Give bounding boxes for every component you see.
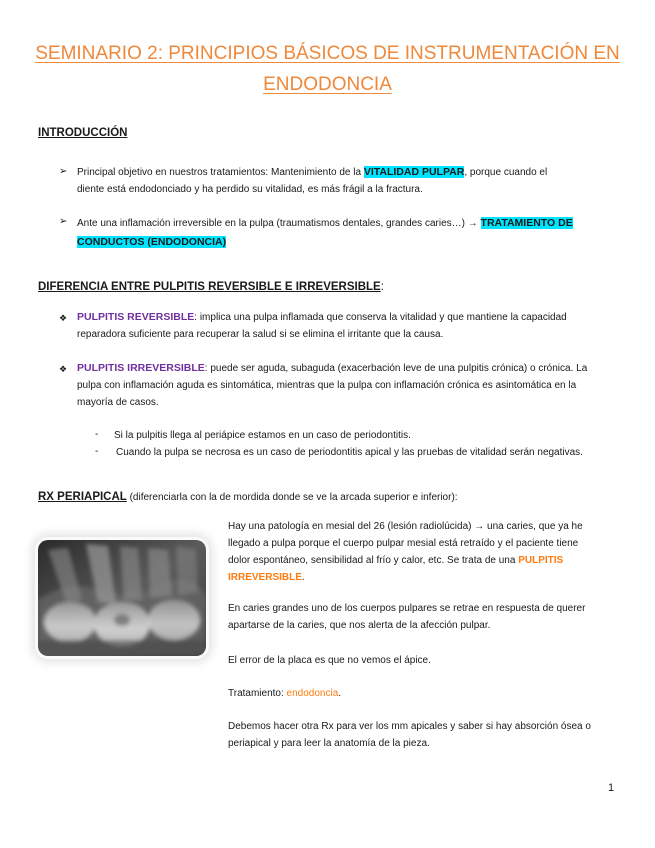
- diferencia-heading-wrap: [38, 281, 384, 293]
- intro-bullet-1-suffix: , porque cuando el: [464, 167, 548, 178]
- pulpitis-reversible-item: [77, 309, 622, 343]
- rx-paragraph-3: El error de la placa es que no vemos el ápice.: [228, 655, 431, 666]
- irreversible-line-3: mayoría de casos.: [77, 397, 159, 408]
- pulpitis-irreversible-item: [77, 360, 627, 411]
- irreversible-highlight: IRREVERSIBLE: [228, 572, 302, 583]
- sub-item-1: Si la pulpitis llega al periápice estamos en un caso de periodontitis.: [114, 430, 411, 441]
- rx-heading-line: [38, 489, 618, 506]
- page-number: 1: [608, 782, 615, 794]
- irreversible-line-2: pulpa con inflamación aguda es sintomática, mientras que la pulpa con inflamación crónica es asintomática en la: [77, 380, 577, 391]
- tratamiento-value: endodoncia: [286, 688, 339, 699]
- rx-paragraph-2: [228, 600, 628, 634]
- conductos-highlight: CONDUCTOS (ENDODONCIA): [77, 236, 227, 248]
- page-title: [30, 38, 625, 100]
- intro-bullet-2: [77, 214, 622, 252]
- dash-bullet-icon: -: [95, 429, 99, 440]
- intro-heading: INTRODUCCIÓN: [38, 127, 128, 139]
- rx-para1-line1: Hay una patología en mesial del 26 (lesión radiolúcida) → una caries, que ya he: [228, 521, 583, 532]
- sub-item-2: Cuando la pulpa se necrosa es un caso de periodontitis apical y las pruebas de vitalidad serán negativas.: [116, 447, 583, 458]
- rx-para1-suffix: .: [301, 572, 305, 583]
- intro-bullet-1: [77, 164, 617, 198]
- reversible-line-1: : implica una pulpa inflamada que conserva la vitalidad y que mantiene la capacidad: [194, 312, 567, 323]
- title-line-2: ENDODONCIA: [263, 74, 392, 95]
- rx-para1-line3: dolor espontáneo, sensibilidad al frío y calor, etc. Se trata de una: [228, 555, 519, 566]
- intro-bullet-1-line2: diente está endodonciado y ha perdido su vitalidad, es más frágil a la fractura.: [77, 184, 423, 195]
- reversible-line-2: reparadora suficiente para recuperar la salud si se elimina el irritante que la causa.: [77, 329, 444, 340]
- vitalidad-pulpar-highlight: VITALIDAD PULPAR: [363, 166, 465, 178]
- diamond-bullet-icon: ❖: [59, 313, 68, 323]
- diferencia-heading: DIFERENCIA ENTRE PULPITIS REVERSIBLE E IRREVERSIBLE: [38, 281, 381, 293]
- pulpitis-highlight: PULPITIS: [518, 555, 564, 566]
- rx-paragraph-5: [228, 718, 628, 752]
- rx-heading: RX PERIAPICAL: [38, 491, 127, 503]
- title-line-1: SEMINARIO 2: PRINCIPIOS BÁSICOS DE INSTRUMENTACIÓN EN: [35, 43, 620, 64]
- intro-bullet-2-text: Ante una inflamación irreversible en la pulpa (traumatismos dentales, grandes caries…) →: [77, 218, 481, 229]
- tratamiento-highlight: TRATAMIENTO DE: [480, 217, 573, 229]
- rx-para1-line2: llegado a pulpa porque el cuerpo pulpar mesial está retraído y el paciente tiene: [228, 538, 579, 549]
- irreversible-line-1: : puede ser aguda, subaguda (exacerbación leve de una pulpitis crónica) o crónica. La: [204, 363, 588, 374]
- rx-note: (diferenciarla con la de mordida donde se ve la arcada superior e inferior):: [126, 492, 458, 503]
- diamond-bullet-icon: ❖: [59, 364, 68, 374]
- rx-para5-line1: Debemos hacer otra Rx para ver los mm apicales y saber si hay absorción ósea o: [228, 721, 591, 732]
- tratamiento-suffix: .: [338, 688, 342, 699]
- rx-tratamiento: [228, 685, 341, 702]
- arrow-bullet-icon: ➢: [59, 166, 68, 177]
- pulpitis-reversible-term: PULPITIS REVERSIBLE: [77, 311, 195, 323]
- dash-bullet-icon: -: [95, 446, 99, 457]
- intro-bullet-1-text: Principal objetivo en nuestros tratamientos: Mantenimiento de la: [77, 167, 364, 178]
- rx-para2-line1: En caries grandes uno de los cuerpos pulpares se retrae en respuesta de querer: [228, 603, 586, 614]
- rx-para2-line2: apartarse de la caries, que nos alerta de la afección pulpar.: [228, 620, 491, 631]
- arrow-bullet-icon: ➢: [59, 216, 68, 227]
- xray-image: [38, 540, 206, 656]
- tratamiento-label: Tratamiento:: [228, 688, 287, 699]
- rx-para5-line2: periapical y para leer la anatomía de la pieza.: [228, 738, 430, 749]
- rx-paragraph-1: [228, 518, 628, 586]
- diferencia-colon: :: [380, 281, 384, 293]
- pulpitis-irreversible-term: PULPITIS IRREVERSIBLE: [77, 362, 205, 374]
